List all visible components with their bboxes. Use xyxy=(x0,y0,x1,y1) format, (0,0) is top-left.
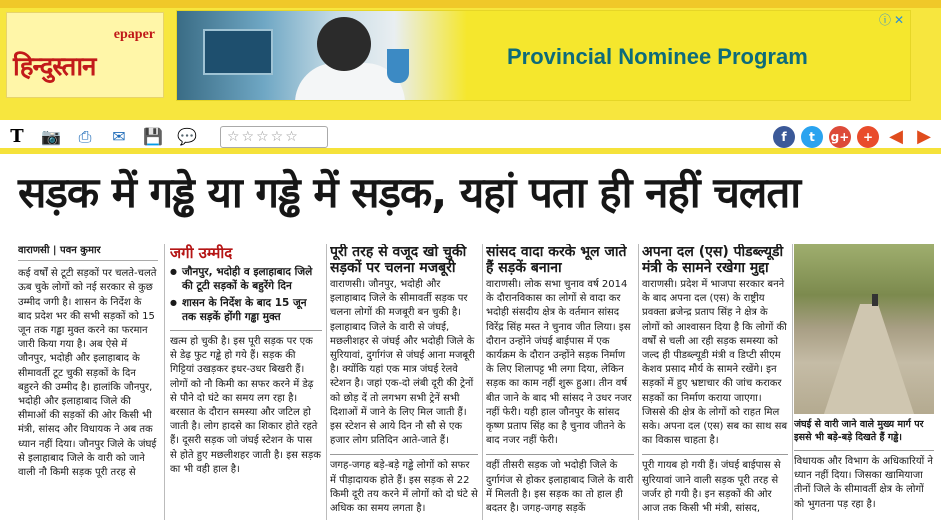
column-2 xyxy=(170,244,322,520)
column-divider xyxy=(638,244,639,520)
top-strip xyxy=(0,0,941,8)
email-icon[interactable]: ✉ xyxy=(112,127,126,146)
monitor-shape xyxy=(203,29,273,75)
info-icon[interactable]: ⓘ xyxy=(878,13,891,27)
column-6-text: विधायक और विभाग के अधिकारियों ने ध्यान नहीं दिया। जिसका खामियाजा तीनों जिले के सीमावर्ती क्षेत्र के लोगों को भुगतना पड़ रहा है। xyxy=(794,450,934,512)
brand-subtitle: epaper xyxy=(113,27,155,42)
article-headline: सड़क में गड्ढे या गड्ढे में सड़क, यहां पता ही नहीं चलता xyxy=(18,168,801,217)
photo-caption: जंघई से वारी जाने वाले मुख्य मार्ग पर इससे भी बड़े-बड़े दिखते हैं गड्ढे। xyxy=(794,419,924,443)
column-3-text: वाराणसी। जौनपुर, भदोही और इलाहाबाद जिले के सीमावर्ती सड़क पर चलना लोगों की मजबूरी बन चुकी है। इलाहाबाद जिले के वारी से जंघई, मछलीशहर से जंघई और भदोही जिले के सुरियावां, दुर्गागंज से जंघई आना मजबूरी है। क्योंकि यहां एक मात्र जंघई रेलवे स्टेशन है। जहां एक-दो लंबी दूरी की ट्रेनों को छोड़ दें तो लगभग सभी ट्रेनें सभी दिशाओं में जाने के लिए मिल जाती हैं। इस स्टेशन से आये दिन नौ सौ से एक हजार लोग प्रतिदिन आते-जाते हैं। xyxy=(330,279,475,447)
column-divider xyxy=(792,244,793,520)
column-4-title: सांसद वादा करके भूल जाते हैं सड़कें बनाना xyxy=(486,244,627,276)
column-divider xyxy=(164,244,165,520)
column-1-text: कई वर्षों से टूटी सड़कों पर चलते-चलते ऊब चुके लोगों को नई सरकार से कुछ उम्मीद जगी है। शासन के निर्देश के बाद प्रदेश भर की सभी सड़कों को 15 जून तक गड्ढा मुक्त करने का फरमान जारी किया गया है। अब ऐसे में जौनपुर, भदोही और इलाहाबाद के सीमावर्ती टूट चुकी सड़कों के दिन बहुरने की उम्मीद है। हालांकि जौनपुर, भदोही और इलाहाबाद जिले की सीमाओं की सड़कों की ओर किसी भी मंत्री, सांसद और विधायक ने अब तक ध्यान नहीं दिया। जौनपुर जिले के जंघई से इलाहाबाद जिले के वारी को जाने वाली नौ किमी सड़क पूरी तरह से xyxy=(18,268,157,479)
road-photo[interactable] xyxy=(794,244,934,414)
google-plus-icon[interactable]: g+ xyxy=(829,126,851,148)
brand-name: हिन्दुस्तान xyxy=(13,52,96,82)
column-3 xyxy=(330,244,478,520)
tool-group xyxy=(6,126,328,148)
next-arrow-icon[interactable]: ▶ xyxy=(917,126,931,147)
column-1 xyxy=(18,244,158,520)
column-2-title: जगी उम्मीद xyxy=(170,244,233,262)
byline: वाराणसी | पवन कुमार xyxy=(18,244,158,261)
ad-headline[interactable]: Provincial Nominee Program xyxy=(507,44,808,69)
bullet-point: ● शासन के निर्देश के बाद 15 जून तक सड़कें होंगी गड्ढा मुक्त xyxy=(170,296,322,324)
column-6 xyxy=(794,244,934,520)
scientist-head-shape xyxy=(317,17,371,71)
column-5-title: अपना दल (एस) पीडब्ल्यूडी मंत्री के सामने रखेगा मुद्दा xyxy=(642,244,784,276)
ad-banner[interactable] xyxy=(176,10,911,101)
column-3-text-cont: जगह-जगह बड़े-बड़े गड्ढे लोगों को सफर में पीड़ादायक होते हैं। इस सड़क से 22 किमी दूरी तय करने में लोगों को दो घंटे से अधिक का समय लगता है। xyxy=(330,454,478,516)
rating-stars[interactable]: ☆☆☆☆☆ xyxy=(220,126,328,148)
ad-photo xyxy=(177,11,467,101)
save-icon[interactable]: 💾 xyxy=(143,127,163,146)
ad-controls xyxy=(878,13,906,27)
column-5 xyxy=(642,244,788,520)
add-icon[interactable]: + xyxy=(857,126,879,148)
bullet-point: ● जौनपुर, भदोही व इलाहाबाद जिले की टूटी सड़कों के बहुरेंगे दिन xyxy=(170,265,322,293)
column-2-text: खत्म हो चुकी है। इस पूरी सड़क पर एक से डेढ़ फुट गड्ढे हो गये हैं। सड़क की गिट्टियां उखड़कर इधर-उधर बिखरी हैं। लोगों को नौ किमी का सफर करने में डेढ़ से पौने दो घंटे का समय लग रहा है। बरसात के दौरान समस्या और जटिल हो जाती है। लोग हादसे का शिकार होते रहते हैं। दूसरी सड़क जो जंघई स्टेशन के पास से होते हुए मछलीशहर जाती है। इस सड़क का भी वही हाल है। xyxy=(170,330,322,477)
close-icon[interactable]: ✕ xyxy=(893,13,905,27)
column-5-text-cont: पूरी गायब हो गयी हैं। जंघई बाईपास से सुरियावां जाने वाली सड़क पूरी तरह से जर्जर हो गयी है। इन सड़कों की ओर आज तक किसी भी मंत्री, सांसद, xyxy=(642,454,788,516)
column-4 xyxy=(486,244,634,520)
article-body xyxy=(12,244,932,520)
motorcycle-shape xyxy=(872,294,878,306)
column-divider xyxy=(482,244,483,520)
text-size-icon[interactable]: T xyxy=(10,126,24,147)
column-4-text: वाराणसी। लोक सभा चुनाव वर्ष 2014 के दौरानविकास का लोगों से वादा कर भदोही संसदीय क्षेत्र के वर्तमान सांसद विरेंद्र सिंह मस्त ने चुनाव जीत लिया। इस दौरान उन्होंने जंघई बाईपास में एक कार्यक्रम के दौरान उन्होंने सड़क निर्माण के लिए शिलापट्ट भी लगा दिया, लेकिन सड़क का काम नहीं शुरू हुआ। तीन वर्ष बीत जाने के बाद भी सांसद ने उधर नजर नहीं फेरी। यही हाल जौनपुर के सांसद कृष्ण प्रताप सिंह का है चुनाव जीतने के बाद नजर नहीं फेरी। xyxy=(486,279,632,447)
brand-logo[interactable] xyxy=(6,12,164,98)
camera-icon[interactable]: 📷 xyxy=(41,127,61,146)
article-toolbar xyxy=(0,120,941,154)
print-icon[interactable]: ⎙ xyxy=(78,127,92,146)
comment-icon[interactable]: 💬 xyxy=(177,127,197,146)
share-group xyxy=(773,126,935,148)
column-4-text-cont: वहीं तीसरी सड़क जो भदोही जिले के दुर्गागंज से होकर इलाहाबाद जिले के वारी में मिलती है। इस सड़क का तो हाल ही बदतर है। जगह-जगह सड़कें xyxy=(486,454,634,516)
column-5-text: वाराणसी। प्रदेश में भाजपा सरकार बनने के बाद अपना दल (एस) के राष्ट्रीय प्रवक्ता ब्रजेन्द्र प्रताप सिंह ने क्षेत्र के लोगों को आश्वासन दिया है कि लोगों की वर्षों से चली आ रही सड़क समस्या को जल्द ही पीडब्ल्यूडी मंत्री व डिप्टी सीएम केशव प्रसाद मौर्य के सामने रखेंगे। इन सड़कों में हुए भ्रष्टाचार की जांच कराकर सड़कों का निर्माण कराया जाएगा। जिससे की क्षेत्र के लोगों को राहत मिल सके। अपना दल (एस) सब का साथ सब का विकास चाहता है। xyxy=(642,279,788,447)
prev-arrow-icon[interactable]: ◀ xyxy=(889,126,903,147)
column-divider xyxy=(326,244,327,520)
column-3-title: पूरी तरह से वजूद खो चुकी सड़कों पर चलना मजबूरी xyxy=(330,244,467,276)
flask-icon xyxy=(387,49,409,83)
header-banner xyxy=(0,0,941,120)
twitter-icon[interactable]: t xyxy=(801,126,823,148)
facebook-icon[interactable]: f xyxy=(773,126,795,148)
road-shape xyxy=(824,304,914,414)
